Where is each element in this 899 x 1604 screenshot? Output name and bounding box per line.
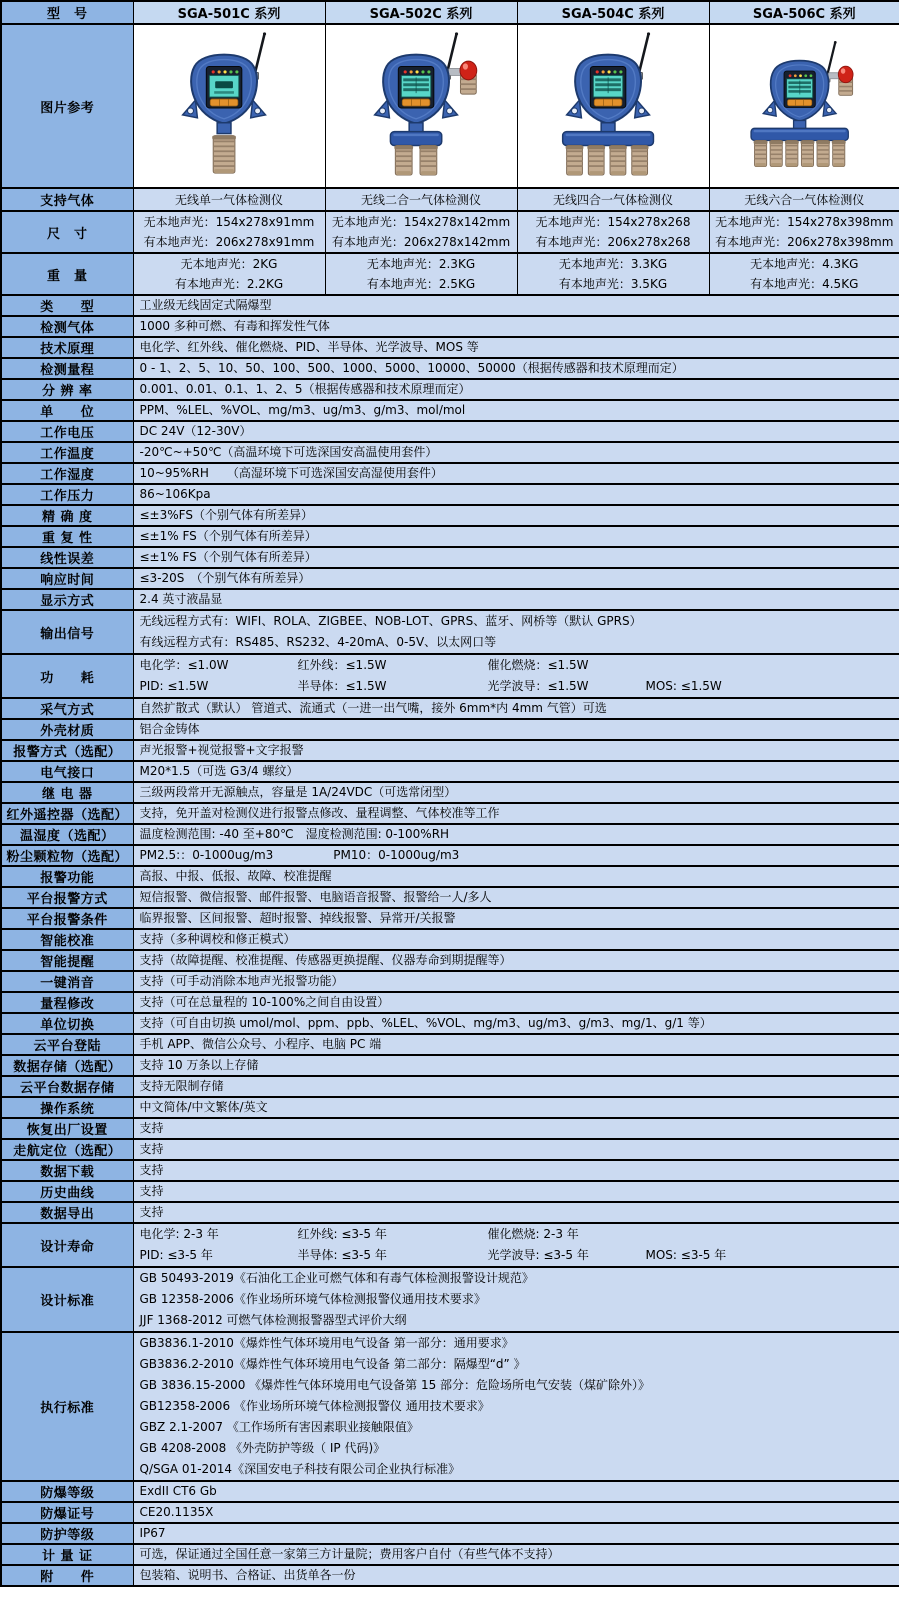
- gas-row: [1, 188, 899, 211]
- spec-row-value: [133, 547, 899, 568]
- spec-segment: 电化学：≤1.0W: [139, 658, 229, 672]
- spec-line: 支持: [139, 1205, 164, 1219]
- spec-row-label: 工作压力: [1, 484, 133, 505]
- gas-value-3: [709, 188, 899, 211]
- keypad: [788, 100, 812, 106]
- spec-row-label: 红外遥控器（选配）: [1, 803, 133, 824]
- spec-row-value: [133, 971, 899, 992]
- spec-line: 支持 10 万条以上存储: [139, 1058, 259, 1072]
- spec-line: 0.001、0.01、0.1、1、2、5（根据传感器和技术原理而定）: [139, 382, 471, 396]
- spec-line: [140, 1245, 894, 1266]
- spec-segment: MOS: ≤1.5W: [645, 679, 722, 693]
- spec-line: ≤±1% FS（个别气体有所差异）: [139, 529, 317, 543]
- spec-row-value: [133, 568, 899, 589]
- spec-row: [1, 463, 899, 484]
- spec-row-label: 一键消音: [1, 971, 133, 992]
- weight-line: 无本地声光：4.3KG: [750, 257, 859, 271]
- spec-row-value: [133, 719, 899, 740]
- spec-row: [1, 589, 899, 610]
- spec-row: [1, 782, 899, 803]
- spec-row-value: [133, 1523, 899, 1544]
- spec-row-label: 响应时间: [1, 568, 133, 589]
- spec-row: [1, 698, 899, 719]
- spec-row: [1, 1055, 899, 1076]
- gas-value-0: [133, 188, 325, 211]
- size-line: 无本地声光：154x278x398mm: [715, 215, 894, 229]
- spec-row-value: [133, 908, 899, 929]
- spec-row-value: [133, 358, 899, 379]
- spec-row-value: [133, 1223, 899, 1267]
- spec-row: [1, 1097, 899, 1118]
- spec-row-label: 采气方式: [1, 698, 133, 719]
- spec-line: 2.4 英寸液晶显: [139, 592, 223, 606]
- spec-line: PPM、%LEL、%VOL、mg/m3、ug/m3、g/m3、mol/mol: [139, 403, 466, 417]
- spec-row-label: 防护等级: [1, 1523, 133, 1544]
- spec-line: DC 24V（12-30V）: [139, 424, 252, 438]
- gas-text: 无线二合一气体检测仪: [360, 192, 481, 207]
- spec-row-value: [133, 1332, 899, 1481]
- spec-row: [1, 1181, 899, 1202]
- spec-row: [1, 719, 899, 740]
- spec-line: [140, 676, 894, 697]
- spec-line: IP67: [139, 1526, 166, 1540]
- spec-row-label: 检测气体: [1, 316, 133, 337]
- spec-row-value: [133, 316, 899, 337]
- size-line: 无本地声光：154x278x91mm: [143, 215, 315, 229]
- gas-sensor: [631, 145, 649, 175]
- spec-row-label: 工作电压: [1, 421, 133, 442]
- spec-line: 三级两段常开无源触点，容量是 1A/24VDC（可选常闭型）: [139, 785, 457, 799]
- spec-row-label: 防爆等级: [1, 1481, 133, 1502]
- spec-row: [1, 824, 899, 845]
- spec-row: [1, 1076, 899, 1097]
- spec-row-value: [133, 421, 899, 442]
- model-header-2: SGA-504C 系列: [517, 1, 709, 24]
- spec-line: 支持（可手动消除本地声光报警功能）: [139, 974, 344, 988]
- spec-row: [1, 484, 899, 505]
- size-line: 有本地声光：206x278x268: [535, 235, 691, 249]
- spec-row: [1, 421, 899, 442]
- spec-row: [1, 1013, 899, 1034]
- spec-row: [1, 1160, 899, 1181]
- gas-sensor: [754, 140, 768, 166]
- spec-row-label: 历史曲线: [1, 1181, 133, 1202]
- alarm-beacon: [829, 66, 854, 95]
- spec-row: [1, 866, 899, 887]
- spec-row-label: 附 件: [1, 1565, 133, 1586]
- gas-sensor: [609, 145, 627, 175]
- spec-row-value: [133, 484, 899, 505]
- spec-segment: 催化燃烧: 2-3 年: [487, 1227, 579, 1241]
- spec-row: [1, 526, 899, 547]
- spec-row-value: [133, 1139, 899, 1160]
- spec-row-label: 显示方式: [1, 589, 133, 610]
- spec-row-value: [133, 866, 899, 887]
- spec-row: [1, 1139, 899, 1160]
- spec-row-label: 平台报警条件: [1, 908, 133, 929]
- spec-row: [1, 295, 899, 316]
- spec-row-label: 云平台数据存储: [1, 1076, 133, 1097]
- spec-row-label: 智能提醒: [1, 950, 133, 971]
- spec-line: Q/SGA 01-2014《深国安电子科技有限公司企业执行标准》: [139, 1462, 461, 1476]
- spec-segment: 红外线: ≤3-5 年: [297, 1227, 387, 1241]
- spec-row: [1, 1502, 899, 1523]
- spec-row-value: [133, 761, 899, 782]
- spec-line: 支持，免开盖对检测仪进行报警点修改、量程调整、气体校准等工作: [139, 806, 500, 820]
- spec-row-value: [133, 1202, 899, 1223]
- spec-line: GB3836.2-2010《爆炸性气体环境用电气设备 第二部分：隔爆型“d” 》: [139, 1357, 526, 1371]
- spec-row-value: [133, 1097, 899, 1118]
- spec-row-label: 功 耗: [1, 654, 133, 698]
- spec-row-label: 技术原理: [1, 337, 133, 358]
- spec-row-label: 量程修改: [1, 992, 133, 1013]
- spec-row-label: 线性误差: [1, 547, 133, 568]
- size-line: 有本地声光：206x278x398mm: [715, 235, 894, 249]
- model-label: 型 号: [1, 1, 133, 24]
- row-label-size: 尺 寸: [1, 211, 133, 253]
- spec-line: 支持（故障提醒、校准提醒、传感器更换提醒、仪器寿命到期提醒等）: [139, 953, 512, 967]
- spec-row: [1, 971, 899, 992]
- weight-line: 无本地声光：2KG: [180, 257, 278, 271]
- spec-line: 高报、中报、低报、故障、校准提醒: [139, 869, 332, 883]
- spec-segment: PID: ≤3-5 年: [139, 1248, 213, 1262]
- spec-row-value: [133, 1565, 899, 1586]
- spec-segment: 半导体：≤1.5W: [297, 679, 387, 693]
- spec-row-value: [133, 1076, 899, 1097]
- product-image: [163, 29, 295, 179]
- spec-row: [1, 1267, 899, 1332]
- gas-sensor: [566, 145, 584, 175]
- spec-row-value: [133, 379, 899, 400]
- size-line: 无本地声光：154x278x142mm: [331, 215, 511, 229]
- spec-line: CE20.1135X: [139, 1505, 214, 1519]
- gas-sensor: [394, 145, 413, 175]
- spec-line: 声光报警+视觉报警+文字报警: [139, 743, 304, 757]
- spec-line: -20℃~+50℃（高温环境下可选深国安高温使用套件）: [139, 445, 438, 459]
- spec-row-value: [133, 782, 899, 803]
- gas-sensor: [770, 140, 784, 166]
- size-value-3: [709, 211, 899, 253]
- size-line: 有本地声光：206x278x91mm: [143, 235, 315, 249]
- spec-line: PM2.5:：0-1000ug/m3 PM10：0-1000ug/m3: [139, 848, 460, 862]
- spec-row-label: 恢复出厂设置: [1, 1118, 133, 1139]
- product-image: [355, 29, 487, 179]
- spec-line: [140, 1224, 894, 1245]
- spec-row-label: 数据下载: [1, 1160, 133, 1181]
- size-value-2: [517, 211, 709, 253]
- weight-value-0: [133, 253, 325, 295]
- spec-row: [1, 992, 899, 1013]
- spec-line: ≤3-20S （个别气体有所差异）: [139, 571, 311, 585]
- spec-line: 有线远程方式有：RS485、RS232、4-20mA、0-5V、以太网口等: [139, 635, 497, 649]
- spec-row-value: [133, 1034, 899, 1055]
- spec-line: 自然扩散式（默认） 管道式、流通式（一进一出气嘴，接外 6mm*内 4mm 气管）可选: [139, 701, 607, 715]
- spec-line: 支持: [139, 1142, 164, 1156]
- spec-row-value: [133, 1055, 899, 1076]
- row-label-image: 图片参考: [1, 24, 133, 188]
- spec-row-label: 工作湿度: [1, 463, 133, 484]
- spec-row-value: [133, 929, 899, 950]
- weight-row: [1, 253, 899, 295]
- spec-line: 手机 APP、微信公众号、小程序、电脑 PC 端: [139, 1037, 382, 1051]
- spec-row-label: 重 复 性: [1, 526, 133, 547]
- spec-row: [1, 568, 899, 589]
- spec-row-value: [133, 824, 899, 845]
- spec-row-value: [133, 1544, 899, 1565]
- spec-row-label: 外壳材质: [1, 719, 133, 740]
- spec-row-label: 单位切换: [1, 1013, 133, 1034]
- spec-segment: 光学波导: ≤3-5 年: [487, 1248, 589, 1262]
- spec-line: ≤±1% FS（个别气体有所差异）: [139, 550, 317, 564]
- spec-row-label: 平台报警方式: [1, 887, 133, 908]
- spec-row-value: [133, 526, 899, 547]
- size-row: [1, 211, 899, 253]
- spec-row-label: 继 电 器: [1, 782, 133, 803]
- spec-row: [1, 740, 899, 761]
- spec-row-label: 分 辨 率: [1, 379, 133, 400]
- spec-row-value: [133, 442, 899, 463]
- spec-row-label: 计 量 证: [1, 1544, 133, 1565]
- spec-row: [1, 845, 899, 866]
- spec-line: 包装箱、说明书、合格证、出货单各一份: [139, 1568, 356, 1582]
- product-image-cell-0: [133, 24, 325, 188]
- spec-row: [1, 547, 899, 568]
- spec-row-value: [133, 887, 899, 908]
- spec-row-value: [133, 992, 899, 1013]
- spec-segment: 催化燃烧：≤1.5W: [487, 658, 589, 672]
- spec-row-label: 温湿度（选配）: [1, 824, 133, 845]
- image-row: [1, 24, 899, 188]
- spec-line: 铝合金铸体: [139, 722, 200, 736]
- spec-line: 支持（可在总量程的 10-100%之间自由设置）: [139, 995, 390, 1009]
- model-header-row: [1, 1, 899, 24]
- spec-segment: 红外线：≤1.5W: [297, 658, 387, 672]
- gas-sensor: [419, 145, 438, 175]
- spec-row-label: 粉尘颗粒物（选配）: [1, 845, 133, 866]
- spec-row-label: 数据导出: [1, 1202, 133, 1223]
- spec-line: 10~95%RH （高湿环境下可选深国安高湿使用套件）: [139, 466, 443, 480]
- spec-row-value: [133, 1013, 899, 1034]
- spec-row-label: 工作温度: [1, 442, 133, 463]
- spec-line: 支持（多种调校和修正模式）: [139, 932, 296, 946]
- gas-sensor: [832, 140, 846, 166]
- spec-row: [1, 358, 899, 379]
- spec-row: [1, 761, 899, 782]
- spec-row-value: [133, 845, 899, 866]
- size-line: 有本地声光：206x278x142mm: [331, 235, 511, 249]
- spec-row: [1, 1118, 899, 1139]
- spec-row: [1, 1202, 899, 1223]
- weight-line: 有本地声光：3.5KG: [558, 277, 668, 291]
- spec-row-value: [133, 803, 899, 824]
- spec-row-value: [133, 295, 899, 316]
- spec-row: [1, 1544, 899, 1565]
- spec-line: GB 4208-2008 《外壳防护等级（ IP 代码)》: [139, 1441, 386, 1455]
- gas-text: 无线四合一气体检测仪: [552, 192, 673, 207]
- weight-line: 无本地声光：2.3KG: [366, 257, 476, 271]
- spec-line: GB3836.1-2010《爆炸性气体环境用电气设备 第一部分：通用要求》: [139, 1336, 514, 1350]
- spec-row-label: 报警方式（选配）: [1, 740, 133, 761]
- spec-row-value: [133, 610, 899, 654]
- spec-row-value: [133, 1481, 899, 1502]
- spec-line: 1000 多种可燃、有毒和挥发性气体: [139, 319, 330, 333]
- spec-row-label: 数据存储（选配）: [1, 1055, 133, 1076]
- spec-row: [1, 1481, 899, 1502]
- spec-line: ExdII CT6 Gb: [139, 1484, 217, 1498]
- spec-row-value: [133, 1181, 899, 1202]
- weight-line: 有本地声光：2.2KG: [174, 277, 284, 291]
- spec-line: 温度检测范围: -40 至+80℃ 湿度检测范围: 0-100%RH: [139, 827, 450, 841]
- spec-line: 支持（可自由切换 umol/mol、ppm、ppb、%LEL、%VOL、mg/m3、ug/m3、g/m3、mg/1、g/1 等）: [139, 1016, 712, 1030]
- spec-row: [1, 505, 899, 526]
- product-image-cell-1: [325, 24, 517, 188]
- spec-row-value: [133, 698, 899, 719]
- product-image-cell-2: [517, 24, 709, 188]
- spec-row-value: [133, 505, 899, 526]
- spec-row: [1, 654, 899, 698]
- spec-row-label: 类 型: [1, 295, 133, 316]
- keypad: [594, 99, 622, 106]
- gas-sensor: [785, 140, 799, 166]
- spec-row: [1, 1332, 899, 1481]
- product-image: [746, 38, 862, 170]
- spec-line: GB 3836.15-2000 《爆炸性气体环境用电气设备第 15 部分：危险场所电气安装（煤矿除外）》: [139, 1378, 651, 1392]
- spec-row-label: 电气接口: [1, 761, 133, 782]
- spec-row-value: [133, 740, 899, 761]
- spec-segment: 电化学: 2-3 年: [139, 1227, 219, 1241]
- spec-line: GB12358-2006 《作业场所环境气体检测报警仪 通用技术要求》: [139, 1399, 490, 1413]
- spec-line: GB 12358-2006《作业场所环境气体检测报警仪通用技术要求》: [139, 1292, 486, 1306]
- spec-row: [1, 316, 899, 337]
- spec-row-value: [133, 589, 899, 610]
- product-image-cell-3: [709, 24, 899, 188]
- spec-segment: PID: ≤1.5W: [139, 679, 209, 693]
- spec-line: [140, 655, 894, 676]
- spec-line: GB 50493-2019《石油化工企业可燃气体和有毒气体检测报警设计规范》: [139, 1271, 534, 1285]
- spec-row-label: 输出信号: [1, 610, 133, 654]
- gas-text: 无线单一气体检测仪: [174, 192, 283, 207]
- model-header-3: SGA-506C 系列: [709, 1, 899, 24]
- spec-row-value: [133, 1118, 899, 1139]
- spec-line: 支持: [139, 1121, 164, 1135]
- size-value-0: [133, 211, 325, 253]
- gas-sensor: [801, 140, 815, 166]
- keypad: [402, 99, 430, 106]
- row-label-weight: 重 量: [1, 253, 133, 295]
- spec-row-label: 防爆证号: [1, 1502, 133, 1523]
- spec-line: GBZ 2.1-2007 《工作场所有害因素职业接触限值》: [139, 1420, 419, 1434]
- spec-row-label: 操作系统: [1, 1097, 133, 1118]
- spec-line: JJF 1368-2012 可燃气体检测报警器型式评价大纲: [139, 1313, 407, 1327]
- spec-row: [1, 929, 899, 950]
- gas-sensor: [816, 140, 830, 166]
- size-value-1: [325, 211, 517, 253]
- spec-line: 无线远程方式有：WIFI、ROLA、ZIGBEE、NOB-LOT、GPRS、蓝牙、网桥等（默认 GPRS）: [139, 614, 642, 628]
- spec-row-value: [133, 337, 899, 358]
- spec-line: 短信报警、微信报警、邮件报警、电脑语音报警、报警给一人/多人: [139, 890, 492, 904]
- gas-value-2: [517, 188, 709, 211]
- gas-sensor: [587, 145, 605, 175]
- spec-row: [1, 1565, 899, 1586]
- spec-line: 支持: [139, 1163, 164, 1177]
- spec-segment: 光学波导：≤1.5W: [487, 679, 589, 693]
- spec-row-value: [133, 463, 899, 484]
- spec-row: [1, 1223, 899, 1267]
- spec-row-label: 设计标准: [1, 1267, 133, 1332]
- spec-row-value: [133, 400, 899, 421]
- size-line: 无本地声光：154x278x268: [535, 215, 691, 229]
- spec-line: 0 - 1、2、5、10、50、100、500、1000、5000、10000、50000（根据传感器和技术原理而定）: [139, 361, 684, 375]
- spec-line: 电化学、红外线、催化燃烧、PID、半导体、光学波导、MOS 等: [139, 340, 479, 354]
- spec-row-value: [133, 950, 899, 971]
- spec-row: [1, 908, 899, 929]
- spec-line: ≤±3%FS（个别气体有所差异）: [139, 508, 313, 522]
- gas-value-1: [325, 188, 517, 211]
- weight-value-3: [709, 253, 899, 295]
- spec-row: [1, 400, 899, 421]
- spec-row: [1, 887, 899, 908]
- spec-segment: MOS: ≤3-5 年: [645, 1248, 727, 1262]
- spec-row-label: 报警功能: [1, 866, 133, 887]
- spec-row-label: 云平台登陆: [1, 1034, 133, 1055]
- spec-row-value: [133, 1502, 899, 1523]
- alarm-beacon: [449, 61, 477, 94]
- spec-row: [1, 337, 899, 358]
- spec-row-label: 精 确 度: [1, 505, 133, 526]
- spec-row: [1, 1523, 899, 1544]
- spec-line: 86~106Kpa: [139, 487, 211, 501]
- spec-line: 工业级无线固定式隔爆型: [139, 298, 272, 312]
- spec-row: [1, 1034, 899, 1055]
- gas-sensor: [212, 136, 236, 174]
- weight-line: 有本地声光：4.5KG: [750, 277, 859, 291]
- model-header-1: SGA-502C 系列: [325, 1, 517, 24]
- spec-row-label: 检测量程: [1, 358, 133, 379]
- weight-value-1: [325, 253, 517, 295]
- product-image: [547, 29, 679, 179]
- spec-row-value: [133, 1267, 899, 1332]
- gas-text: 无线六合一气体检测仪: [744, 192, 865, 207]
- weight-line: 有本地声光：2.5KG: [366, 277, 476, 291]
- spec-row: [1, 610, 899, 654]
- spec-line: 中文简体/中文繁体/英文: [139, 1100, 268, 1114]
- spec-row: [1, 803, 899, 824]
- weight-line: 无本地声光：3.3KG: [558, 257, 668, 271]
- spec-row-label: 单 位: [1, 400, 133, 421]
- row-label-gas: 支持气体: [1, 188, 133, 211]
- spec-row: [1, 442, 899, 463]
- spec-line: M20*1.5（可选 G3/4 螺纹）: [139, 764, 299, 778]
- spec-line: 支持无限制存储: [139, 1079, 224, 1093]
- spec-row: [1, 950, 899, 971]
- spec-row-label: 设计寿命: [1, 1223, 133, 1267]
- spec-line: 支持: [139, 1184, 164, 1198]
- keypad: [210, 99, 238, 106]
- spec-row-value: [133, 654, 899, 698]
- spec-segment: 半导体: ≤3-5 年: [297, 1248, 387, 1262]
- spec-row-value: [133, 1160, 899, 1181]
- spec-row-label: 执行标准: [1, 1332, 133, 1481]
- spec-row-label: 智能校准: [1, 929, 133, 950]
- weight-value-2: [517, 253, 709, 295]
- spec-line: 可选，保证通过全国任意一家第三方计量院；费用客户自付（有些气体不支持）: [139, 1547, 560, 1561]
- model-header-0: SGA-501C 系列: [133, 1, 325, 24]
- spec-line: 临界报警、区间报警、超时报警、掉线报警、异常开/关报警: [139, 911, 456, 925]
- spec-row: [1, 379, 899, 400]
- spec-row-label: 走航定位（选配）: [1, 1139, 133, 1160]
